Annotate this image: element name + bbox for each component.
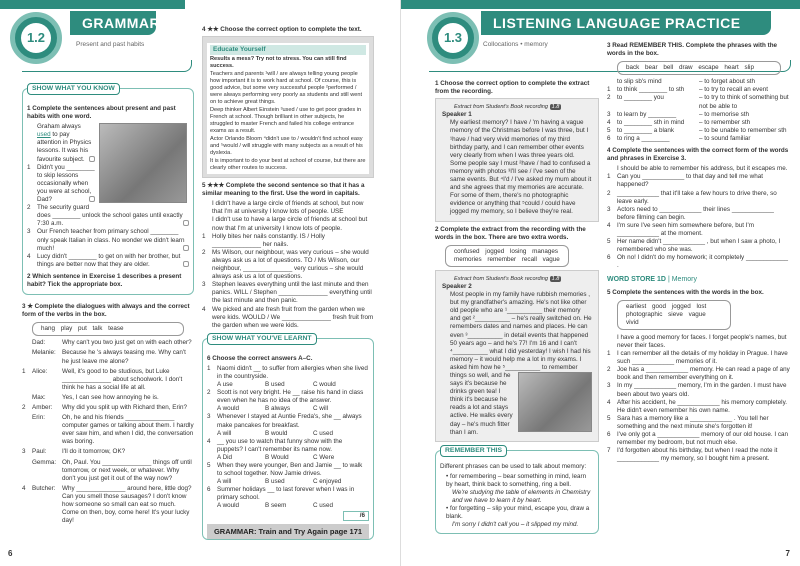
section-title: GRAMMAR <box>70 11 156 35</box>
line-number: 5 <box>607 126 611 134</box>
dialogue-text: I'll do it tomorrow, OK? <box>62 448 126 456</box>
definition: – to try to recall an event <box>699 86 768 94</box>
answer-options <box>207 405 369 413</box>
speaker-name: Amber: <box>32 404 53 411</box>
audio-track-badge[interactable]: 1.8 <box>551 275 560 282</box>
answer-option[interactable]: B seem <box>265 502 287 510</box>
list-item: 2 ____________ that it'll take a few hours to drive there, so leave early. <box>607 189 777 205</box>
dialogue-line <box>22 349 194 365</box>
section-subtitle: Collocations • memory <box>483 41 548 48</box>
exercise-4-items <box>607 173 791 270</box>
phrase-row <box>607 135 791 143</box>
footer-link[interactable]: GRAMMAR: Train and Try Again page 171 <box>207 524 369 539</box>
list-item: 4 After his accident, he ____________ his memory completely. He didn't even remember his own name. <box>607 398 787 414</box>
phrase-row <box>607 86 791 94</box>
item-text: Sara has a memory like a ____________ . You tell her something and the next minute she's forgotten it! <box>617 414 769 430</box>
answer-option[interactable]: B Would <box>265 453 289 461</box>
list-item: 2 Joe has a ____________ memory. He can read a page of any book and then remember everything on it. <box>607 366 790 382</box>
answer-options <box>207 454 369 462</box>
item-text: Stephen leaves everything until the last minute and then panics. WILL / Stephen ______________ everything until the last minute and then panic. <box>212 281 372 305</box>
bullet: • for forgetting – slip your mind, escape you, draw a blank. <box>446 505 590 521</box>
definition: – to be unable to remember sth <box>699 126 787 134</box>
line-number: 2 <box>22 404 26 411</box>
exercise-5-items <box>607 350 791 463</box>
exercise-5-title: 5 Complete the sentences with the words in the box. <box>607 288 764 296</box>
phrase: to ring a ________ <box>617 134 670 142</box>
example-sentence: I didn't have a large circle of friends at school, but now that I'm at university I know lots of people. USE <box>212 200 364 216</box>
question: 4 __ you use to watch that funny show with the puppets? I can't remember its name now. <box>207 437 343 453</box>
paragraph: Actor Orlando Bloom ⁴didn't use to / wouldn't find school easy and ⁵would / will struggle with many subjects as a result of his dyslexia. <box>210 136 363 157</box>
speaker-name: Alice: <box>32 367 48 375</box>
list-item: 1 Holly bites her nails constantly. IS / Holly ______________ her nails. <box>202 232 325 248</box>
list-item: 5 Sara has a memory like a ____________ . You tell her something and the next minute she's forgotten it! <box>607 414 769 430</box>
speaker-name: Max: <box>32 393 46 401</box>
definition: – to try to think of something but not be able to <box>699 94 789 110</box>
question-text: Naomi didn't __ to suffer from allergies when she lived in the countryside. <box>217 364 368 380</box>
bullet: • for remembering – bear something in mind, learn by heart, think back to something, ring a bell. <box>446 472 587 488</box>
question-text: Whenever I stayed at Auntie Freda's, she __ always make pancakes for breakfast. <box>217 413 362 429</box>
exercise-3-title: 3 ★ Complete the dialogues with always and the correct form of the verbs in the box. <box>22 303 190 319</box>
unit-badge: 1.2 <box>10 12 62 64</box>
answer-option[interactable]: A would <box>217 502 240 510</box>
phrase: to ________ sth in mind <box>617 118 685 126</box>
dialogue-line <box>22 485 194 525</box>
extract-speaker-1: Extract from Student's Book recording 1.8 Speaker 1 My earliest memory? I have / 'm having a vague memory of the Christmas before I was three, but I ¹have / had very vivid memories of my third birthday party, and I can remember other events very clearly from when I was three years old. Some people say I must ²have / had to confused a memory with photos ³I'll see / I've seen of the same events. But ⁴I'd / I've asked my mum about it and she agrees that my memories are accurate. For some of them, there's no photographic evidence or anything that ⁵could / could have jogged my memory, so I believe they're real. <box>435 98 599 221</box>
question: 2 Scott is not very bright. He __ raise his hand in class even when he has no idea of the answer. <box>207 389 364 405</box>
dialogue-line <box>22 368 194 392</box>
dialogue-text: Why did you split up with Richard then, Erin? <box>62 404 187 411</box>
extract-text: My earliest memory? I have / 'm having a vague memory of the Christmas before I was three, but I ¹have / had very vivid memories of my third birthday party, and I can remember other events very clearly from when I was three years old. Some people say I must ²have / had to confused a memory with photos ³I'll see / I've seen of the same events. But ⁴I'd / I've asked my mum about it and she agrees that my memories are accurate. For some of them, there's no photographic evidence or anything that ⁵could / could have jogged my memory, so I believe they're real. <box>450 119 592 216</box>
question: 5 When they were younger, Ben and Jamie __ to walk to school together. Now Jamie drives. <box>207 462 363 478</box>
list-item: 6 Oh no! I didn't do my homework; it completely ____________ . <box>607 254 788 270</box>
exercise-6-items <box>207 365 369 511</box>
phrase-row <box>607 127 791 135</box>
panel-tag: REMEMBER THIS <box>440 445 507 457</box>
list-item: 1 I can remember all the details of my holiday in Prague. I have such ____________ memories of it. <box>607 350 788 366</box>
phrase: to think ________ to sth <box>617 86 685 94</box>
paragraph: Deep thinker Albert Einstein ³used / use to get poor grades in French at school. Though brilliant in other subjects, he struggled to master French and failed his college entrance exams as a result. <box>210 107 362 135</box>
exercise-3-items <box>607 78 791 143</box>
line-number: 1 <box>22 367 26 375</box>
item-text: I can remember all the details of my holiday in Prague. I have such ____________ memories of it. <box>617 350 788 366</box>
word-box: earliest good jogged lost photographic sieve vague vivid <box>617 300 731 330</box>
word-store-heading: WORD STORE 1D | Memory <box>607 276 697 284</box>
tick-box[interactable] <box>183 261 189 267</box>
answer-option[interactable]: C used <box>313 502 333 510</box>
section-subtitle: Present and past habits <box>76 41 145 48</box>
phrase-row <box>607 78 791 86</box>
line-number: 6 <box>607 134 611 142</box>
list-item: 2 The security guard does ________ unlock the school gates until exactly 7:30 a.m. <box>27 204 189 228</box>
answer-option[interactable]: C will <box>313 405 329 413</box>
line-number: 1 <box>607 86 611 94</box>
question: 1 Naomi didn't __ to suffer from allergies when she lived in the countryside. <box>207 364 368 380</box>
phrase: to ________ you <box>617 94 664 102</box>
answer-options <box>207 430 369 438</box>
item-text: Ms Wilson, our neighbour, was very curious – she would always ask us a lot of questions. TO / Ms Wilson, our neighbour, ______________ very curious – she would always ask us a lot of questions. <box>212 248 369 281</box>
item-text: Can you ____________ to that day and tell me what happened? <box>617 173 763 189</box>
header-frame <box>22 60 192 72</box>
item-text: Her name didn't ____________ , but when I saw a photo, I remembered who she was. <box>617 238 781 254</box>
speaker-name: Paul: <box>32 448 47 456</box>
right-column <box>607 38 791 463</box>
item-text: Joe has a ____________ memory. He can read a page of any book and then remember everything on it. <box>617 366 790 382</box>
phrase: to slip sb's mind <box>617 78 662 86</box>
example-answer: I didn't use to have a large circle of friends at school but now that I'm at university I know lots of people. <box>212 216 368 232</box>
exercise-4-title: 4 ★★ Choose the correct option to complete the text. <box>202 26 362 33</box>
dialogue-text: Why ______________ around here, little dog? Can you smell those sausages? I don't know how someone so small can eat so much. Come on then, boy, come here! It's your lucky day! <box>62 484 192 525</box>
page-number: 7 <box>785 548 790 558</box>
answer-option[interactable]: B would <box>265 429 288 437</box>
section-title: LISTENING LANGUAGE PRACTICE <box>481 11 771 35</box>
list-item: 3 Stephen leaves everything until the last minute and then panics. WILL / Stephen ______________ everything until the last minute and then panic. <box>202 281 372 305</box>
answer-option[interactable]: C enjoyed <box>313 478 342 486</box>
list-item: 4 We picked and ate fresh fruit from the garden when we were kids. WOULD / We ______________ fresh fruit from the garden when we were kids. <box>202 305 374 329</box>
bullet-example: I'm sorry I didn't call you – it slipped my mind. <box>452 521 579 529</box>
definition: – to sound familiar <box>699 134 751 142</box>
tick-box[interactable] <box>183 245 189 251</box>
exercise-2-title: 2 Which sentence in Exercise 1 describes a present habit? Tick the appropriate box. <box>27 272 182 288</box>
list-item: 3 Our French teacher from primary school ________ only speak Italian in class. No wonder we didn't learn much! <box>27 228 189 252</box>
definition: – to forget about sth <box>699 78 756 86</box>
answer-option[interactable]: A would <box>217 405 240 413</box>
dialogues <box>22 339 194 525</box>
header-band <box>401 0 800 9</box>
tick-box[interactable] <box>89 196 95 202</box>
right-page <box>400 0 800 566</box>
example-sentence: I should be able to remember his address, but it escapes me. <box>617 165 788 173</box>
definition: – to memorise sth <box>699 110 750 118</box>
question: 3 Whenever I stayed at Auntie Freda's, she __ always make pancakes for breakfast. <box>207 413 362 429</box>
answer-option[interactable]: A use <box>217 381 233 389</box>
dialogue-line <box>22 339 194 347</box>
exercise-1-title: 1 Choose the correct option to complete the extract from the recording. <box>435 80 590 96</box>
list-item: 1 Can you ____________ to that day and tell me what happened? <box>607 173 763 189</box>
line-number: 3 <box>22 448 26 456</box>
answer-option[interactable]: C Were <box>313 453 335 461</box>
exercise-1-title: 1 Complete the sentences about present and past habits with one word. <box>27 105 176 121</box>
item-text: In my ____________ memory, I'm in the garden. I must have been about two years old. <box>617 382 787 398</box>
line-number <box>22 349 32 365</box>
list-item: 6 I've only got a ____________ memory of our old house. I can remember my bedroom, but not much else. <box>607 431 788 447</box>
speaker-name: Butcher: <box>32 484 56 492</box>
left-column <box>435 76 599 534</box>
dialogue-text: Oh, he and his friends ______________ computer games or talking about them. I hardly ever saw him, and when I did, the conversation was boring. <box>62 414 194 446</box>
exercise-5-items <box>202 233 374 330</box>
word-box: confused jogged losing manages memories remember recall vague <box>445 245 569 267</box>
example-sentence: I have a good memory for faces. I forget people's names, but never their faces. <box>617 333 787 349</box>
item-text: We picked and ate fresh fruit from the garden when we were kids. WOULD / We ______________ fresh fruit from the garden when we were kids. <box>212 305 374 329</box>
list-item: 3 In my ____________ memory, I'm in the garden. I must have been about two years old. <box>607 382 787 398</box>
right-column <box>202 22 374 540</box>
exercise-2-title: 2 Complete the extract from the recording with the words in the box. There are two extra words. <box>435 225 586 241</box>
answer-options <box>207 502 369 510</box>
show-what-you-know-panel <box>22 85 194 295</box>
speaker-label: Speaker 2 <box>442 282 472 290</box>
answer-option[interactable]: B always <box>265 405 291 413</box>
list-item: 7 I'd forgotten about his birthday, but when I read the note it ____________ my memory, so I bought him a present. <box>607 447 778 463</box>
unit-badge: 1.3 <box>427 12 479 64</box>
panel-tag: SHOW WHAT YOU KNOW <box>27 83 120 95</box>
speaker-name: Dad: <box>32 339 46 347</box>
article-headline: Results a mess? Try not to stress. You can still find success. <box>210 56 347 70</box>
dialogue-text: Because he 's always teasing me. Why can't he just leave me alone? <box>62 349 186 365</box>
list-item: 4 I'm sure I've seen him somewhere before, but I'm ____________ at the moment. <box>607 221 754 237</box>
item-text: After his accident, he ____________ his memory completely. He didn't even remember his own name. <box>617 398 787 414</box>
remember-this-panel <box>435 446 599 534</box>
page-number: 6 <box>8 548 13 558</box>
exercise-4-title: 4 Complete the sentences with the correct form of the words and phrases in Exercise 3. <box>607 147 789 163</box>
show-what-youve-learnt-panel <box>202 334 374 540</box>
line-number <box>22 339 32 347</box>
word-box: hang play put talk tease <box>32 322 184 336</box>
tick-box[interactable] <box>89 156 95 162</box>
list-item: 1 Didn't you ________ to skip lessons occasionally when you were at school, Dad? <box>27 163 95 204</box>
line-number: 2 <box>607 94 611 102</box>
score-box: /6 <box>343 511 369 521</box>
answer-option[interactable]: A will <box>217 429 232 437</box>
answer-option[interactable]: A Did <box>217 453 233 461</box>
bullet-example: We're studying the table of elements in Chemistry and we have to learn it by heart. <box>452 489 591 505</box>
answer-option[interactable]: C would <box>313 381 336 389</box>
item-text: Holly bites her nails constantly. IS / Holly ______________ her nails. <box>212 232 325 248</box>
header-band <box>0 0 185 9</box>
answer-options <box>207 478 369 486</box>
speaker-name: Gemma: <box>32 458 57 466</box>
answer-option[interactable]: B used <box>265 478 285 486</box>
phrase-row <box>607 94 791 110</box>
definition: – to remember sth <box>699 118 751 126</box>
line-number: 4 <box>607 118 611 126</box>
list-item: 3 Actors need to ____________ their lines ____________ before filming can begin. <box>607 205 774 221</box>
dialogue-text: Why can't you two just get on with each other? <box>62 339 192 347</box>
paragraph: Teachers and parents ¹will / are always telling young people how important it is to work hard at school. Of course, this is good advice, but some very successful people ²performed / were always performing very poorly as students and still went on to achieve great things. <box>210 71 363 106</box>
line-number <box>22 414 32 446</box>
phrase: to learn by ________ <box>617 110 677 118</box>
list-item: 2 Ms Wilson, our neighbour, was very curious – she would always ask us a lot of questions. TO / Ms Wilson, our neighbour, ______________ very curious – she would always ask us a lot of questions. <box>202 248 369 281</box>
speaker-name: Melanie: <box>32 349 56 357</box>
paragraph: It is important to do your best at school of course, but there are clearly other routes to success. <box>210 158 366 172</box>
line-number <box>22 459 32 483</box>
question-text: When they were younger, Ben and Jamie __ to walk to school together. Now Jamie drives. <box>217 462 363 478</box>
speaker-name: Erin: <box>32 414 45 422</box>
dialogue-line <box>22 404 194 412</box>
item-text: I've only got a ____________ memory of our old house. I can remember my bedroom, but not much else. <box>617 431 788 447</box>
exercise-6-title: 6 Choose the correct answers A–C. <box>207 354 313 362</box>
site-name: Educate Yourself <box>210 45 366 55</box>
speaker-label: Speaker 1 <box>442 111 472 119</box>
line-number: 4 <box>22 484 26 492</box>
dialogue-line <box>22 459 194 483</box>
phrase: to ________ a blank <box>617 126 675 134</box>
item-text: Oh no! I didn't do my homework; it completely ____________ . <box>617 254 788 270</box>
line-number <box>607 78 617 86</box>
phrase-row <box>607 119 791 127</box>
exercise-5-title: 5 ★★★ Complete the second sentence so that it has a similar meaning to the first. Use the word in capitals. <box>202 182 365 198</box>
dialogue-text: Oh, Paul. You ______________ things off until tomorrow, or next week, or whatever. Why don't you just get it out of the way now? <box>62 458 192 482</box>
line-number: 3 <box>607 110 611 118</box>
dialogue-line <box>22 394 194 402</box>
line-number <box>22 394 32 402</box>
item-text: Actors need to ____________ their lines ____________ before filming can begin. <box>617 205 774 221</box>
list-item: 5 Her name didn't ____________ , but when I saw a photo, I remembered who she was. <box>607 238 781 254</box>
extract-speaker-2: Extract from Student's Book recording 1.8 Speaker 2 Most people in my family have rubbish memories , but my grandfather's amazing. He's not like other old people who are ¹__________ their memory and get ²__________ – he's really switched on. He remembers dates and names and places. He can even ³__________ in detail events that happened 50 years ago – and he's 77! I'm 16 and I can't ⁴__________ what I did yesterday! I wish I had his memory – it would help me a lot in my exams. I asked him how he ⁵__________ to remember things so well, and he says it's because he drinks green tea! I think it's because he reads a lot and stays active. He walks every day – he's much fitter than I am. <box>435 270 599 442</box>
panel-tag: SHOW WHAT YOU'VE LEARNT <box>207 333 317 345</box>
dialogue-text: Yes, I can see how annoying he is. <box>62 393 159 401</box>
word-box: back bear bell draw escape heart slip <box>617 61 781 75</box>
answer-option[interactable]: A will <box>217 478 232 486</box>
phrase-row <box>607 111 791 119</box>
extract-text: things so well, and he says it's because he drinks green tea! I think it's because he reads a lot and stays active. He walks every day – he's much fitter than I am. <box>450 372 513 436</box>
item-text: I'm sure I've seen him somewhere before, but I'm ____________ at the moment. <box>617 221 754 237</box>
exercise-3-title: 3 Read REMEMBER THIS. Complete the phrases with the words in the box. <box>607 42 778 58</box>
extract-text: Most people in my family have rubbish memories , but my grandfather's amazing. He's not like other old people who are ¹__________ their memory and get ²__________ – he's really switched on. He remembers dates and names and places. He can even ³__________ in detail events that happened 50 years ago – and he's 77! I'm 16 and I can't ⁴__________ what I did yesterday! I wish I had his memory – it would help me a lot in my exams. I asked him how he ⁵__________ to remember <box>450 291 592 371</box>
dialogue-text: Well, it's good to be studious, but Luke ______________ about schoolwork. I don't think he has a social life at all. <box>62 367 183 391</box>
dialogue-line <box>22 414 194 446</box>
answer-option[interactable]: C used <box>313 429 333 437</box>
dialogue-line <box>22 448 194 456</box>
question-text: __ you use to watch that funny show with the puppets? I can't remember its name now. <box>217 437 343 453</box>
answer-option[interactable]: B used <box>265 381 285 389</box>
left-column <box>22 80 194 525</box>
web-article-window <box>202 36 374 178</box>
answer-options <box>207 381 369 389</box>
question-text: Scott is not very bright. He __ raise his hand in class even when he has no idea of the answer. <box>217 389 364 405</box>
item-text: ____________ that it'll take a few hours to drive there, so leave early. <box>617 189 777 205</box>
audio-track-badge[interactable]: 1.8 <box>551 104 560 111</box>
item-text: I'd forgotten about his birthday, but when I read the note it ____________ my memory, so I bought him a present. <box>617 447 778 463</box>
question: 6 Summer holidays __ to last forever when I was in primary school. <box>207 486 355 502</box>
photo-grandfather <box>518 372 592 432</box>
question-text: Summer holidays __ to last forever when I was in primary school. <box>217 486 355 502</box>
example-sentence: Graham always used to pay attention in Physics lessons. It was his favourite subject. <box>27 123 189 163</box>
list-item: 4 Lucy didn't ________ to get on with her brother, but things are better now that they are older. <box>27 253 189 269</box>
intro-text: Different phrases can be used to talk about memory: <box>440 462 587 470</box>
tick-box[interactable] <box>183 220 189 226</box>
